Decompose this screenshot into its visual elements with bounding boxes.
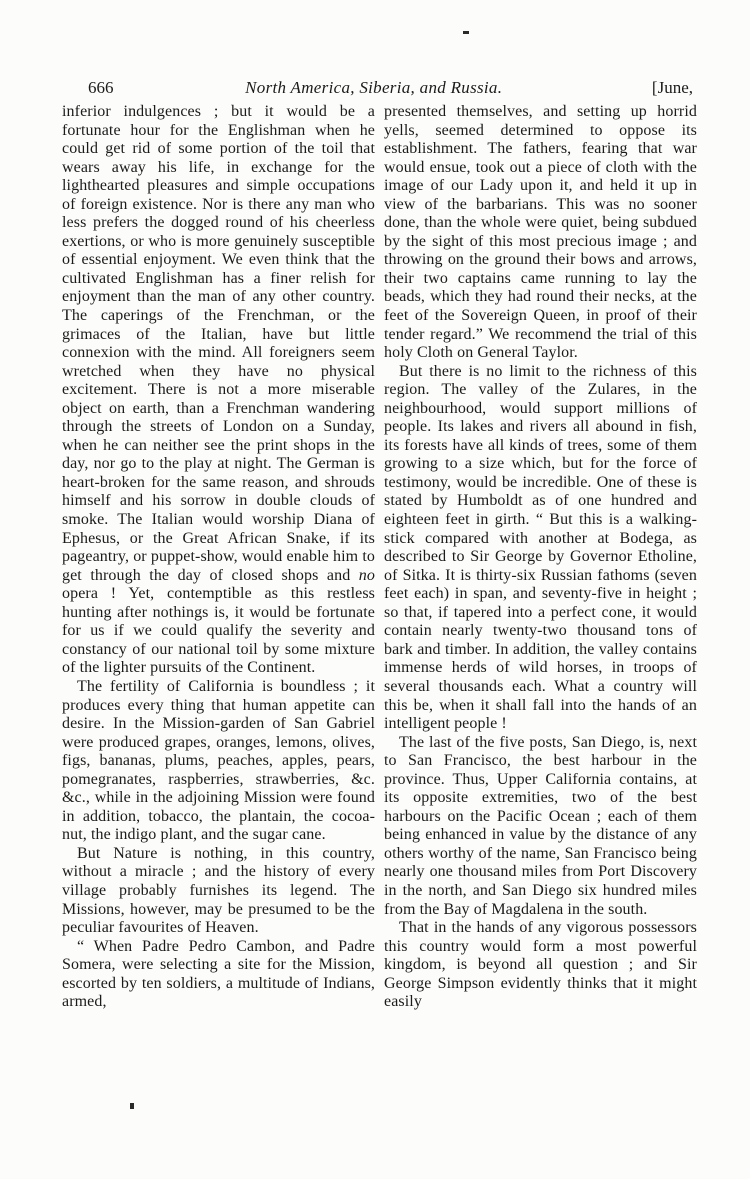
paragraph <box>384 919 697 1012</box>
running-title: North America, Siberia, and Russia. <box>245 78 503 97</box>
body-text: presented themselves, and setting up horrid yells, seemed determined to oppose its establishment. The fathers, fearing that war would ensue, took out a piece of cloth with the image of our Lady upon it, and held it up in view of the barbarians. This was no sooner done, than the whole were quiet, being subdued by the sight of this most precious image ; and throwing on the ground their bows and arrows, their two captains came running to lay the beads, which they had round their necks, at the feet of the Sovereign Queen, in proof of their tender regard.” We recommend the trial of this holy Cloth on General Taylor. <box>384 103 697 362</box>
page-number: 666 <box>88 78 114 97</box>
body-text: But Nature is nothing, in this country, without a miracle ; and the history of every village probably furnishes its legend. The Missions, however, may be presumed to be the peculiar favourites of Heaven. <box>62 844 375 937</box>
issue-date: [June, <box>651 78 693 97</box>
scan-artifact-bottom <box>130 1103 134 1109</box>
column-left <box>62 103 375 1012</box>
body-text: opera ! Yet, contemptible as this restless hunting after nothings is, it would be fortunate for us if we could qualify the severity and constancy of our national toil by some mixture of the lighter pursuits of the Continent. <box>62 585 375 677</box>
paragraph <box>62 938 375 1012</box>
page-header <box>0 78 750 100</box>
paragraph <box>62 845 375 938</box>
body-text: But there is no limit to the richness of this region. The valley of the Zulares, in the neighbourhood, would support millions of people. Its lakes and rivers all abound in fish, its forests have all kinds of trees, some of them growing to a size which, but for the force of testimony, would be incredible. One of these is stated by Humboldt as of one hundred and eighteen feet in girth. “ But this is a walking-stick compared with another at Bodega, as described to Sir George by Governor Etholine, of Sitka. It is thirty-six Russian fathoms (seven feet each) in span, and seventy-five in height ; so that, if tapered into a perfect cone, it would contain nearly twenty-two thousand tons of bark and timber. In addition, the valley contains immense herds of wild horses, in troops of several thousands each. What a country will this be, when it shall fall into the hands of an intelligent people ! <box>384 362 697 733</box>
body-text: inferior indulgences ; but it would be a fortunate hour for the Englishman when he could get rid of some portion of the toil that wears away his life, in exchange for the lighthearted pleasures and simple occupations of foreign existence. Nor is there any man who less prefers the dogged round of his cheerless exertions, or who is more genuinely susceptible of essential enjoyment. We even think that the cultivated Englishman has a finer relish for enjoyment than the man of any other country. The caperings of the Frenchman, or the grimaces of the Italian, have but little connexion with the mind. All foreigners seem wretched when they have no physical excitement. There is not a more miserable object on earth, than a Frenchman wandering through the streets of London on a Sunday, when he can neither see the print shops in the day, nor go to the play at night. The German is heart-broken for the same reason, and shrouds himself and his sorrow in double clouds of smoke. The Italian would worship Diana of Ephesus, or the Great African Snake, if its pageantry, or puppet-show, would enable him to get through the day of closed shops and <box>62 103 375 584</box>
body-text: The last of the five posts, San Diego, is, next to San Francisco, the best harbour in the province. Thus, Upper California contains, at its opposite extremities, two of the best harbours on the Pacific Ocean ; each of them being enhanced in value by the distance of any others worthy of the name, San Francisco being nearly one thousand miles from Port Discovery in the north, and San Diego six hundred miles from the Bay of Magdalena in the south. <box>384 733 697 918</box>
body-text: “ When Padre Pedro Cambon, and Padre Somera, were selecting a site for the Mission, escorted by ten soldiers, a multitude of Indians, armed, <box>62 937 375 1011</box>
body-text: That in the hands of any vigorous possessors this country would form a most powerful kingdom, is beyond all question ; and Sir George Simpson evidently thinks that it might easily <box>384 919 697 1011</box>
italic-text: no <box>358 566 375 584</box>
paragraph <box>384 363 697 734</box>
paragraph <box>384 734 697 919</box>
paragraph <box>62 678 375 845</box>
paragraph <box>62 103 375 678</box>
column-right <box>384 103 697 1012</box>
scan-artifact-top <box>463 31 469 34</box>
body-text: The fertility of California is boundless ; it produces every thing that human appetite can desire. In the Mission-garden of San Gabriel were produced grapes, oranges, lemons, olives, figs, bananas, plums, peaches, apples, pears, pomegranates, raspberries, strawberries, &c. &c., while in the adjoining Mission were found in addition, tobacco, the plantain, the cocoa-nut, the indigo plant, and the sugar cane. <box>62 677 375 844</box>
paragraph <box>384 103 697 363</box>
